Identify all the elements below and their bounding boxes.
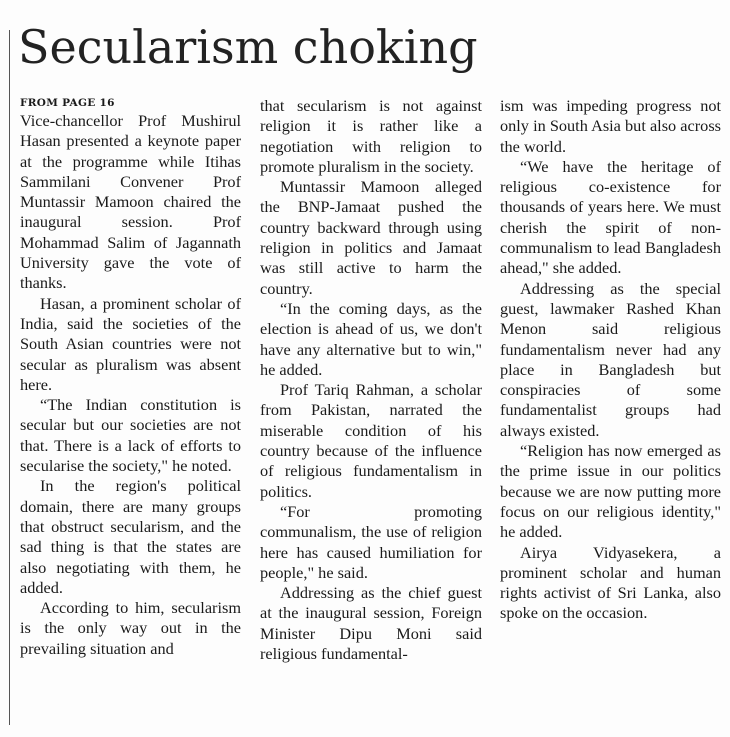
paragraph: “For promoting communalism, the use of religion here has caused humiliation for people," he said. bbox=[260, 501, 482, 582]
jump-label: FROM PAGE 16 bbox=[20, 97, 115, 109]
paragraph: In the region's political domain, there are many groups that obstruct secularism, and the sad thing is that the states are also negotiating with them, he added. bbox=[20, 476, 241, 597]
article-column-1 bbox=[20, 96, 241, 659]
column-rule bbox=[9, 30, 10, 725]
paragraph: “In the coming days, as the election is ahead of us, we don't have any alternative but to win," he added. bbox=[260, 298, 482, 379]
paragraph: Hasan, a prominent scholar of India, said the societies of the South Asian countries were not secular as pluralism was absent here. bbox=[20, 293, 241, 394]
paragraph: Prof Tariq Rahman, a scholar from Pakistan, narrated the miserable condition of his country because of the influence of religious fundamentalism in politics. bbox=[260, 380, 482, 501]
paragraph: According to him, secularism is the only way out in the prevailing situation and bbox=[20, 598, 241, 658]
headline: Secularism choking bbox=[18, 20, 478, 74]
paragraph: Muntassir Mamoon alleged the BNP-Jamaat pushed the country backward through using religion in politics and Jamaat was still active to harm the country. bbox=[260, 177, 482, 298]
paragraph: “We have the heritage of religious co-existence for thousands of years here. We must cherish the spirit of non-communalism to lead Bangladesh ahead," she added. bbox=[500, 156, 721, 278]
paragraph: Vice-chancellor Prof Mushirul Hasan presented a keynote paper at the programme while Itihas Sammilani Convener Prof Muntassir Mamoon chaired the inaugural session. Prof Mohammad Salim of Jagannath University gave the vote of thanks. bbox=[20, 111, 241, 293]
article-column-2 bbox=[260, 96, 482, 664]
paragraph: Addressing as the special guest, lawmaker Rashed Khan Menon said religious fundamentalism never had any place in Bangladesh but conspiracies of some fundamentalist groups had always existed. bbox=[500, 278, 721, 440]
paragraph: Airya Vidyasekera, a prominent scholar and human rights activist of Sri Lanka, also spoke on the occasion. bbox=[500, 542, 721, 623]
paragraph: ism was impeding progress not only in South Asia but also across the world. bbox=[500, 96, 721, 156]
paragraph: “The Indian constitution is secular but our societies are not that. There is a lack of efforts to secularise the society," he noted. bbox=[20, 395, 241, 476]
paragraph: that secularism is not against religion it is rather like a negotiation with religion to promote pluralism in the society. bbox=[260, 96, 482, 176]
paragraph: Addressing as the chief guest at the inaugural session, Foreign Minister Dipu Moni said religious fundamental- bbox=[260, 583, 482, 664]
paragraph: “Religion has now emerged as the prime issue in our politics because we are now putting more focus on our religious identity," he added. bbox=[500, 441, 721, 542]
article-column-3 bbox=[500, 96, 721, 624]
